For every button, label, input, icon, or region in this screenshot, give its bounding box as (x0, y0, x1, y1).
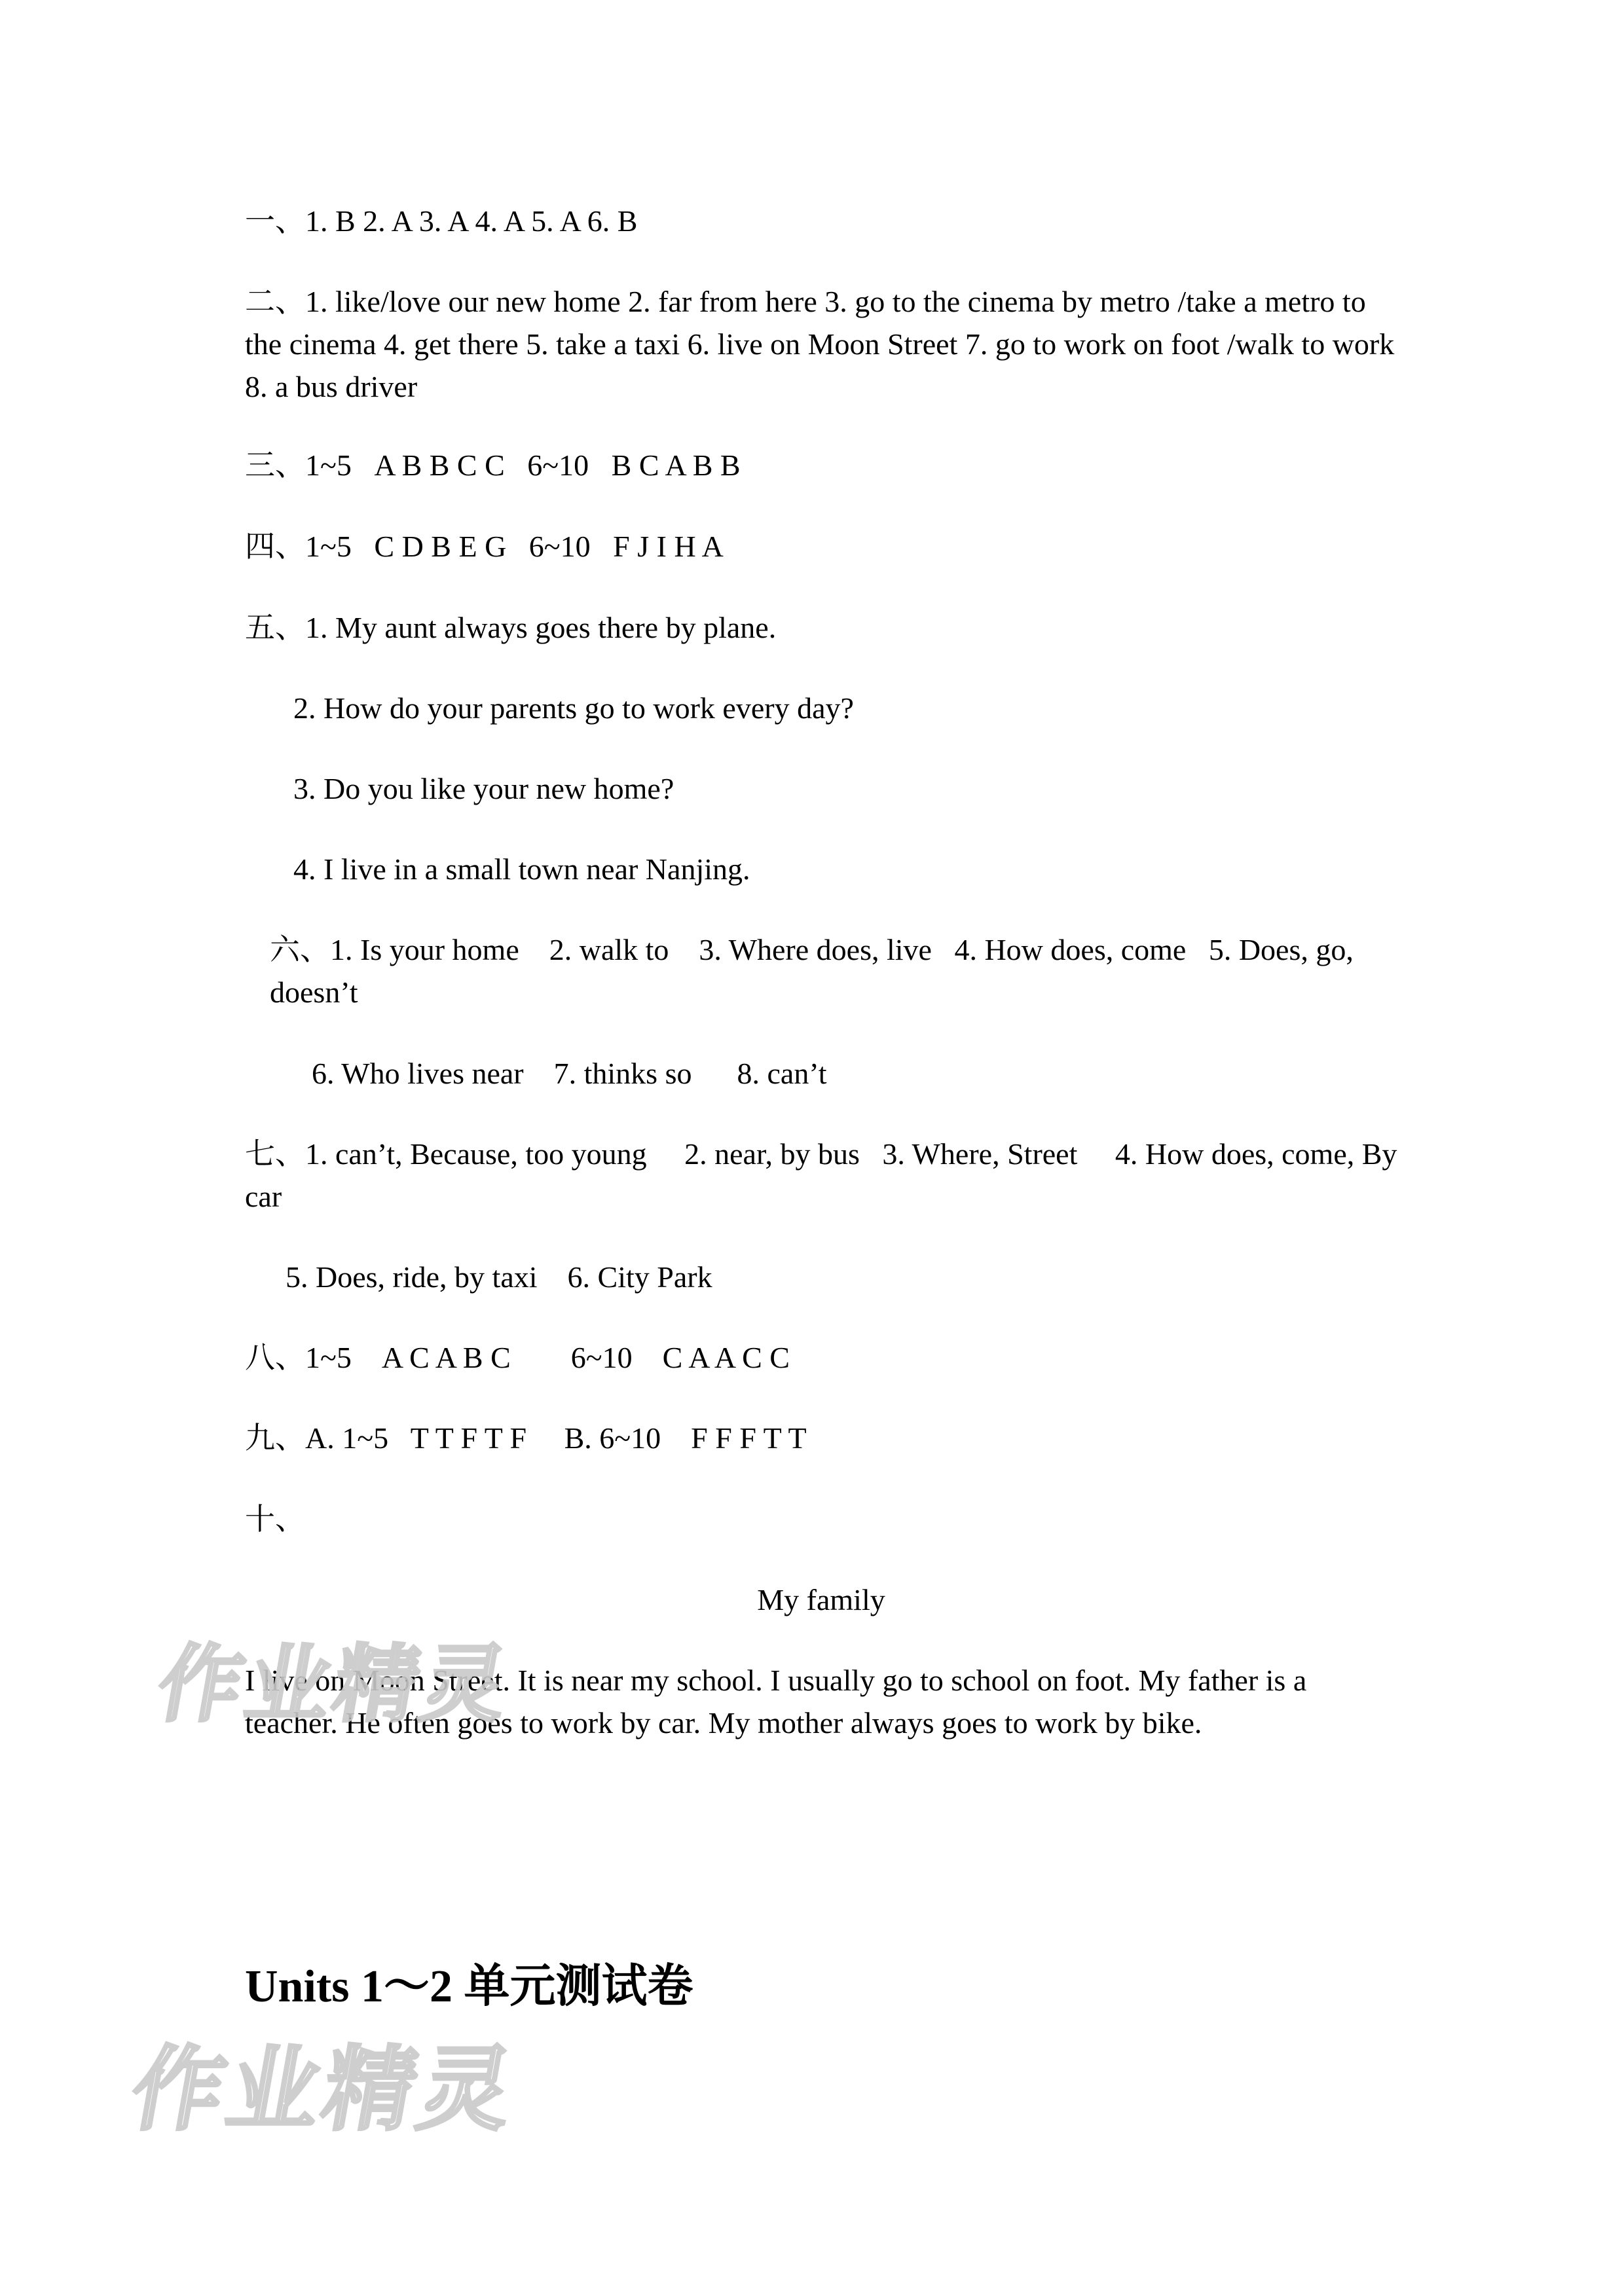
answer-section-5-line-3: 3. Do you like your new home? (293, 772, 674, 805)
watermark-logo: 作业精灵 (123, 2037, 525, 2143)
answer-section-5-line-2: 2. How do your parents go to work every day? (293, 691, 854, 725)
essay-title: My family (757, 1583, 885, 1616)
answer-section-2: 二、1. like/love our new home 2. far from here 3. go to the cinema by metro /take a metro to the cinema 4. get there 5. take a taxi 6. live on Moon Street 7. go to work on foot /walk to work 8. a bus driver (245, 285, 1402, 403)
answer-section-3: 三、1~5 A B B C C 6~10 B C A B B (245, 448, 741, 482)
unit-test-heading: Units 1～2 单元测试卷 (245, 1961, 693, 2012)
answer-section-10-label: 十、 (245, 1503, 305, 1536)
answer-section-4: 四、1~5 C D B E G 6~10 F J I H A (245, 530, 724, 563)
essay-body: I live on Moon Street. It is near my school. I usually go to school on foot. My father is a teacher. He often goes to work by car. My mother always goes to work by bike. (245, 1664, 1314, 1740)
answer-section-8: 八、1~5 A C A B C 6~10 C A A C C (245, 1341, 790, 1374)
answer-section-9: 九、A. 1~5 T T F T F B. 6~10 F F F T T (245, 1421, 807, 1455)
answer-section-7-line-1: 七、1. can’t, Because, too young 2. near, by bus 3. Where, Street 4. How does, come, By car (245, 1137, 1405, 1213)
answer-section-5-line-4: 4. I live in a small town near Nanjing. (293, 852, 750, 886)
answer-section-7-line-2: 5. Does, ride, by taxi 6. City Park (286, 1260, 712, 1294)
answer-section-1: 一、1. B 2. A 3. A 4. A 5. A 6. B (245, 204, 638, 238)
answer-section-5-line-1: 五、1. My aunt always goes there by plane. (245, 611, 777, 644)
watermark-logo: 作业精灵 (150, 1636, 519, 1734)
answer-section-6-line-2: 6. Who lives near 7. thinks so 8. can’t (312, 1057, 827, 1090)
answer-section-6-line-1: 六、1. Is your home 2. walk to 3. Where does, live 4. How does, come 5. Does, go, doesn’t (270, 933, 1361, 1009)
